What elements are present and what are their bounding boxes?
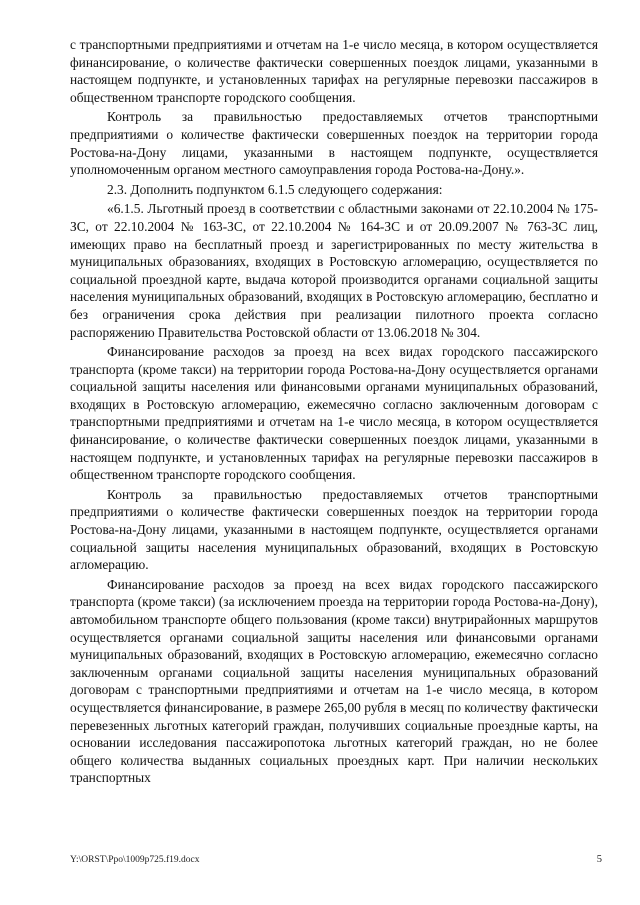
- paragraph-1: с транспортными предприятиями и отчетам на 1-е число месяца, в котором осуществляется финансирование, о количестве фактически совершенных поездок лицами, указанными в настоящем подпункте, и установленных тарифах на регулярные перевозки пассажиров в общественном транспорте городского сообщения.: [70, 37, 598, 105]
- paragraph-3: 2.3. Дополнить подпунктом 6.1.5 следующего содержания:: [107, 181, 443, 197]
- footer-file-path: Y:\ORST\Ppo\1009p725.f19.docx: [70, 855, 200, 865]
- paragraph-7: Финансирование расходов за проезд на всех видах городского пассажирского транспорта (кроме такси) (за исключением проезда на территории города Ростова-на-Дону), автомобильном транспорте общего пользования (кроме такси) внутрирайонных маршрутов осуществляется органами социальной защиты населения или финансовыми органами муниципальных образований, входящих в Ростовскую агломерацию, ежемесячно согласно заключенным органами социальной защиты населения муниципальных образований договорам с транспортными предприятиями и отчетам на 1-е число месяца, в котором осуществляется финансирование, в размере 265,00 рубля в месяц по количеству фактически перевезенных льготных категорий граждан, получивших социальные проездные карты, на основании исследования пассажиропотока льготных категорий граждан, но не более общего количества выданных социальных проездных карт. При наличии нескольких транспортных: [70, 576, 598, 786]
- paragraph-2: Контроль за правильностью предоставляемых отчетов транспортными предприятиями о количестве фактически совершенных поездок на территории города Ростова-на-Дону лицами, указанными в настоящем подпункте, осуществляется уполномоченным органом местного самоуправления города Ростова-на-Дону.».: [70, 109, 598, 178]
- paragraph-4: «6.1.5. Льготный проезд в соответствии с областными законами от 22.10.2004 № 175-ЗС, от 22.10.2004 № 163-ЗС, от 22.10.2004 № 164-ЗС и от 20.09.2007 № 763-ЗС лиц, имеющих право на бесплатный проезд и зарегистрированных по месту жительства в муниципальных образованиях, входящих в Ростовскую агломерацию, осуществляется по социальной проездной карте, выдача которой производится органами социальной защиты населения муниципальных образований, входящих в Ростовскую агломерацию, бесплатно и без ограничения срока действия при реализации пилотного проекта согласно распоряжению Правительства Ростовской области от 13.06.2018 № 304.: [70, 201, 598, 340]
- paragraph-6: Контроль за правильностью предоставляемых отчетов транспортными предприятиями о количестве фактически совершенных поездок на территории города Ростова-на-Дону лицами, указанными в настоящем подпункте, осуществляется органами социальной защиты населения муниципальных образований, входящих в Ростовскую агломерацию.: [70, 486, 598, 573]
- paragraph-5: Финансирование расходов за проезд на всех видах городского пассажирского транспорта (кроме такси) на территории города Ростова-на-Дону осуществляется органами социальной защиты населения или финансовыми органами муниципальных образований, входящих в Ростовскую агломерацию, ежемесячно согласно заключенным договорам с транспортными предприятиями и отчетам на 1-е число месяца, в котором осуществляется финансирование, о количестве фактически совершенных поездок лицами, указанными в настоящем подпункте, и установленных тарифах на регулярные перевозки пассажиров в общественном транспорте городского сообщения.: [70, 344, 598, 483]
- document-body: [70, 36, 598, 789]
- footer-page-number: 5: [596, 854, 602, 865]
